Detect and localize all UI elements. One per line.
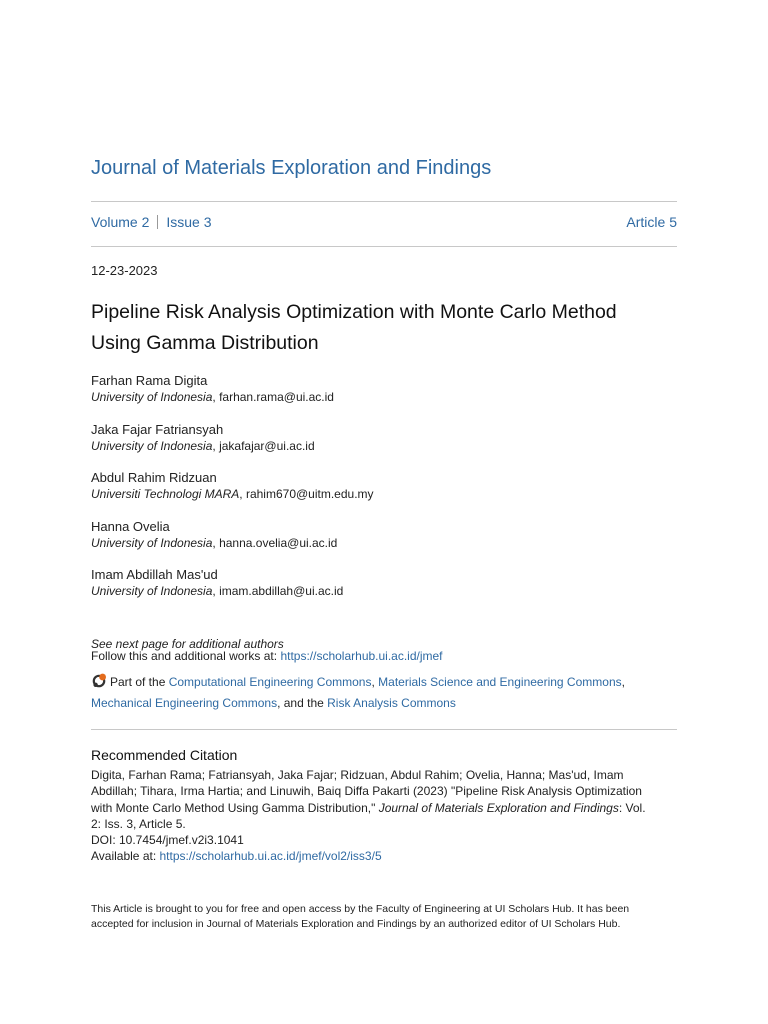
author-email: , jakafajar@ui.ac.id [212,438,315,453]
part-of-commons [91,672,681,714]
citation-line: Digita, Farhan Rama; Fatriansyah, Jaka Fajar; Ridzuan, Abdul Rahim; Ovelia, Hanna; Mas'ud, Imam [91,768,624,782]
footer-line: accepted for inclusion in Journal of Materials Exploration and Findings by an authorized editor of UI Scholars Hub. [91,918,621,930]
citation-line [91,800,677,816]
author-name: Abdul Rahim Ridzuan [91,470,217,485]
citation-text: : Vol. [618,800,646,815]
author-name: Jaka Fajar Fatriansyah [91,421,224,437]
part-of-prefix: Part of the [110,675,169,689]
author-affiliation [91,438,677,455]
separator: , [371,675,379,689]
volume-issue-separator [157,215,158,229]
author-affiliation [91,535,677,552]
author-affiliation [91,583,677,600]
author-email: , farhan.rama@ui.ac.id [212,390,334,404]
author-entry [91,567,677,616]
citation-body [91,767,677,865]
author-email: , rahim670@uitm.edu.my [239,487,374,501]
author-affiliation [91,486,677,503]
affiliation-name: University of Indonesia [91,438,213,453]
citation-doi: DOI: 10.7454/jmef.v2i3.1041 [91,833,244,848]
author-name: Farhan Rama Digita [91,373,208,388]
affiliation-name: Universiti Technologi MARA [91,487,240,501]
citation-journal: Journal of Materials Exploration and Findings [378,800,619,815]
author-entry [91,373,677,422]
article-title-line: Using Gamma Distribution [91,332,319,354]
issue-divider [91,246,677,247]
citation-divider [91,729,677,730]
author-entry [91,519,677,568]
open-access-network-icon [91,673,107,689]
mechanical-engineering-commons-link[interactable]: Mechanical Engineering Commons [91,696,278,710]
issue-navigation [91,214,677,230]
affiliation-name: University of Indonesia [91,390,213,404]
volume-link[interactable]: Volume 2 [91,214,150,230]
risk-analysis-commons-link[interactable]: Risk Analysis Commons [327,696,456,710]
available-label: Available at: [91,849,160,864]
citation-text: with Monte Carlo Method Using Gamma Distribution," [91,800,379,815]
additional-authors-note: See next page for additional authors [91,637,284,651]
citation-line: 2: Iss. 3, Article 5. [91,816,186,831]
footer-line: This Article is brought to you for free and open access by the Faculty of Engineering at UI Scholars Hub. It has been [91,903,630,915]
affiliation-name: University of Indonesia [91,535,213,550]
top-divider [91,201,677,202]
article-title-line: Pipeline Risk Analysis Optimization with Monte Carlo Method [91,301,617,323]
author-email: , imam.abdillah@ui.ac.id [212,584,344,598]
issue-link[interactable]: Issue 3 [166,214,212,230]
follow-text: Follow this and additional works at: [91,649,281,663]
author-list [91,373,677,616]
author-name: Imam Abdillah Mas'ud [91,567,218,582]
citation-heading: Recommended Citation [91,747,238,763]
author-email: , hanna.ovelia@ui.ac.id [212,535,338,550]
access-footer [91,902,677,932]
author-name: Hanna Ovelia [91,518,170,534]
separator: , [621,675,625,689]
collection-link[interactable]: https://scholarhub.ui.ac.id/jmef [280,649,443,663]
author-affiliation [91,389,677,406]
computational-engineering-commons-link[interactable]: Computational Engineering Commons [168,675,372,689]
follow-line [91,649,443,663]
article-link[interactable]: Article 5 [626,214,677,230]
citation-line: Abdillah; Tihara, Irma Hartia; and Linuwih, Baiq Diffa Pakarti (2023) "Pipeline Risk Analysis Optimization [91,784,642,799]
citation-available [91,848,677,864]
author-entry [91,470,677,519]
materials-science-commons-link[interactable]: Materials Science and Engineering Commons [378,675,622,689]
article-url-link[interactable]: https://scholarhub.ui.ac.id/jmef/vol2/iss3/5 [159,849,382,864]
article-title [91,297,677,359]
journal-title-link[interactable]: Journal of Materials Exploration and Findings [91,157,492,179]
author-entry [91,422,677,471]
publication-date: 12-23-2023 [91,263,158,278]
separator: , and the [277,696,328,710]
affiliation-name: University of Indonesia [91,584,213,598]
